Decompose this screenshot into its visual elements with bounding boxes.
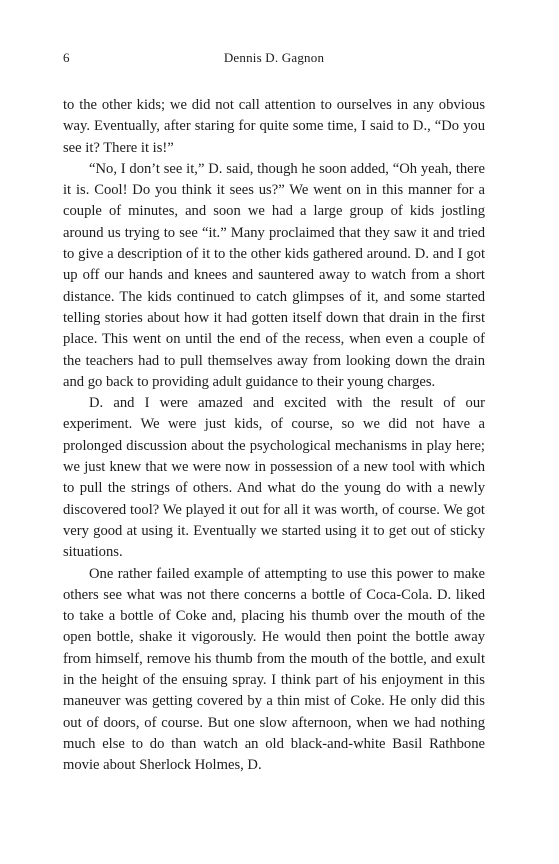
running-title-author: Dennis D. Gagnon bbox=[223, 50, 325, 65]
page-number: 6 bbox=[63, 50, 70, 65]
running-head bbox=[63, 48, 485, 68]
body-text bbox=[63, 95, 485, 777]
paragraph-3: D. and I were amazed and excited with the result of our experiment. We were just kids, of course, so we did not have a prolonged discussion about the psychological mechanisms in play here; we just knew that we were now in possession of a new tool with which to pull the strings of others. And what do the young do with a newly discovered tool? We played it out for all it was worth, of course. We got very good at using it. Eventually we started using it to get out of sticky situations. bbox=[63, 395, 485, 561]
paragraph-1: to the other kids; we did not call attention to ourselves in any obvious way. Eventually, after staring for quite some time, I said to D., “Do you see it? There it is!” bbox=[63, 97, 485, 156]
paragraph-4: One rather failed example of attempting to use this power to make others see what was not there concerns a bottle of Coca-Cola. D. liked to take a bottle of Coke and, placing his thumb over the mouth of the open bottle, shake it vigorously. He would then point the bottle away from himself, remove his thumb from the mouth of the bottle, and exult in the height of the ensuing spray. I think part of his enjoyment in this maneuver was getting covered by a thin mist of Coke. He only did this out of doors, of course. But one slow afternoon, when we had nothing much else to do than watch an old black-and-white Basil Rathbone movie about Sherlock Holmes, D. bbox=[63, 565, 485, 774]
paragraph-2: “No, I don’t see it,” D. said, though he soon added, “Oh yeah, there it is. Cool! Do you think it sees us?” We went on in this manner for a couple of minutes, and soon we had a large group of kids jostling around us trying to see “it.” Many proclaimed that they saw it and tried to give a description of it to the other kids gathered around. D. and I got up off our hands and knees and sauntered away to watch from a short distance. The kids continued to catch glimpses of it, and some started telling stories about how it had gotten itself down that drain in the first place. This went on until the end of the recess, when even a couple of the teachers had to pull themselves away from looking down the drain and go back to providing adult guidance to their young charges. bbox=[63, 160, 485, 390]
